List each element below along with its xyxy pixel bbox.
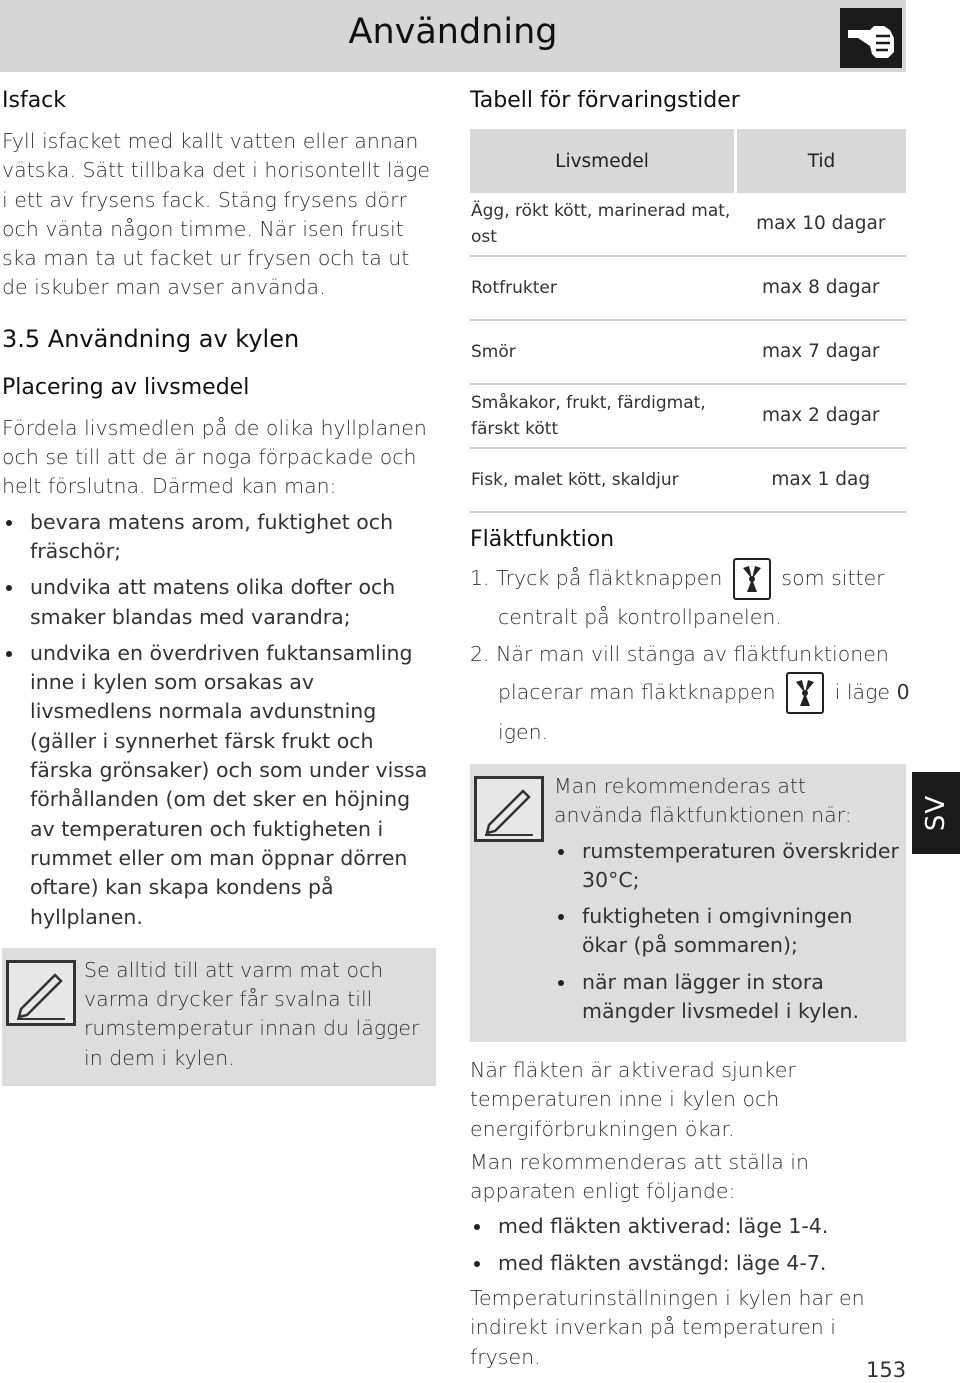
step-2-text-c: i läge <box>834 680 891 704</box>
fan-step-1 <box>470 558 910 634</box>
table-row <box>470 384 906 448</box>
fan-note-intro: Man rekommenderas att använda fläktfunktionen när: <box>554 774 852 828</box>
pointing-hand-icon <box>840 8 902 68</box>
step-1-text-b: som sitter <box>781 566 885 590</box>
table-heading: Tabell för förvaringstider <box>470 88 740 113</box>
fan-button-icon <box>786 672 824 714</box>
fan-effect-text: När fläkten är aktiverad sjunker temperaturen inne i kylen och energiförbrukningen ökar. <box>470 1058 796 1141</box>
fan-settings-bullets <box>470 1212 910 1278</box>
step-2-zero: 0 <box>896 680 910 704</box>
table-cell: max 7 dagar <box>736 320 907 384</box>
section-heading: 3.5 Användning av kylen <box>2 324 300 353</box>
note-box <box>2 948 436 1086</box>
fan-heading: Fläktfunktion <box>470 527 615 552</box>
freezer-influence-text: Temperaturinställningen i kylen har en indirekt inverkan på temperaturen i frysen. <box>470 1286 865 1369</box>
table-row <box>470 448 906 512</box>
pencil-note-icon <box>474 776 544 842</box>
table-cell: Smör <box>470 320 736 384</box>
list-item: med fläkten avstängd: läge 4-7. <box>470 1249 910 1278</box>
table-cell: Småkakor, frukt, färdigmat, färskt kött <box>470 384 736 448</box>
fan-note-box <box>470 764 906 1042</box>
table-cell: max 1 dag <box>736 448 907 512</box>
isfack-text: Fyll isfacket med kallt vatten eller annan vätska. Sätt tillbaka det i horisontellt läge i ett av frysens fack. Stäng frysens dörr och vänta någon timme. När isen frusit ska man ta ut facket ur frysen och ta ut de iskuber man avser använda. <box>2 129 431 300</box>
fan-button-icon <box>733 558 771 600</box>
table-row <box>470 193 906 256</box>
fan-recommendation-text: Man rekommenderas att ställa in apparaten enligt följande: <box>470 1149 809 1204</box>
fan-note-bullets <box>554 837 900 1027</box>
table-cell: Fisk, malet kött, skaldjur <box>470 448 736 512</box>
column-header-food: Livsmedel <box>470 129 736 193</box>
table-header-row <box>470 129 906 193</box>
fan-step-2 <box>470 636 910 750</box>
language-label: SV <box>921 794 951 832</box>
step-2-text-d: igen. <box>498 720 549 744</box>
left-column <box>2 88 438 1086</box>
column-header-time: Tid <box>736 129 907 193</box>
table-cell: Rotfrukter <box>470 256 736 320</box>
pencil-note-icon <box>6 960 76 1026</box>
placement-text: Fördela livsmedlen på de olika hyllplanen och se till att de är noga förpackade och helt förslutna. Därmed kan man: <box>2 415 427 499</box>
right-column <box>470 88 910 1372</box>
isfack-heading: Isfack <box>2 88 67 113</box>
table-cell: max 10 dagar <box>736 193 907 256</box>
note-text: Se alltid till att varm mat och varma drycker får svalna till rumstemperatur innan du lägger in dem i kylen. <box>84 957 420 1070</box>
page-title: Användning <box>348 12 558 52</box>
step-2-text-a: 2. När man vill stänga av fläktfunktionen <box>470 642 889 666</box>
step-1-text-a: 1. Tryck på fläktknappen <box>470 566 723 590</box>
step-1-text-c: centralt på kontrollpanelen. <box>498 605 782 629</box>
step-2-text-b: placerar man fläktknappen <box>498 680 776 704</box>
table-cell: max 2 dagar <box>736 384 907 448</box>
table-cell: Ägg, rökt kött, marinerad mat, ost <box>470 193 736 256</box>
table-row <box>470 320 906 384</box>
storage-table <box>470 129 906 513</box>
page-header <box>0 0 906 72</box>
table-row <box>470 256 906 320</box>
list-item: undvika att matens olika dofter och smaker blandas med varandra; <box>2 573 438 632</box>
list-item: med fläkten aktiverad: läge 1-4. <box>470 1212 910 1241</box>
list-item: bevara matens arom, fuktighet och fräschör; <box>2 508 438 567</box>
placement-bullets <box>2 508 438 932</box>
list-item: rumstemperaturen överskrider 30°C; <box>554 837 900 896</box>
list-item: fuktigheten i omgivningen ökar (på sommaren); <box>554 902 900 961</box>
placement-heading: Placering av livsmedel <box>2 374 250 400</box>
table-cell: max 8 dagar <box>736 256 907 320</box>
page-number: 153 <box>866 1358 907 1382</box>
language-tab <box>912 772 960 854</box>
list-item: undvika en överdriven fuktansamling inne i kylen som orsakas av livsmedlens normala avdunstning (gäller i synnerhet färsk frukt och färska grönsaker) och som under vissa förhållanden (om det sker en höjning av temperaturen och fuktigheten i rummet eller om man öppnar dörren oftare) kan skapa kondens på hyllplanen. <box>2 639 438 932</box>
list-item: när man lägger in stora mängder livsmedel i kylen. <box>554 968 900 1027</box>
